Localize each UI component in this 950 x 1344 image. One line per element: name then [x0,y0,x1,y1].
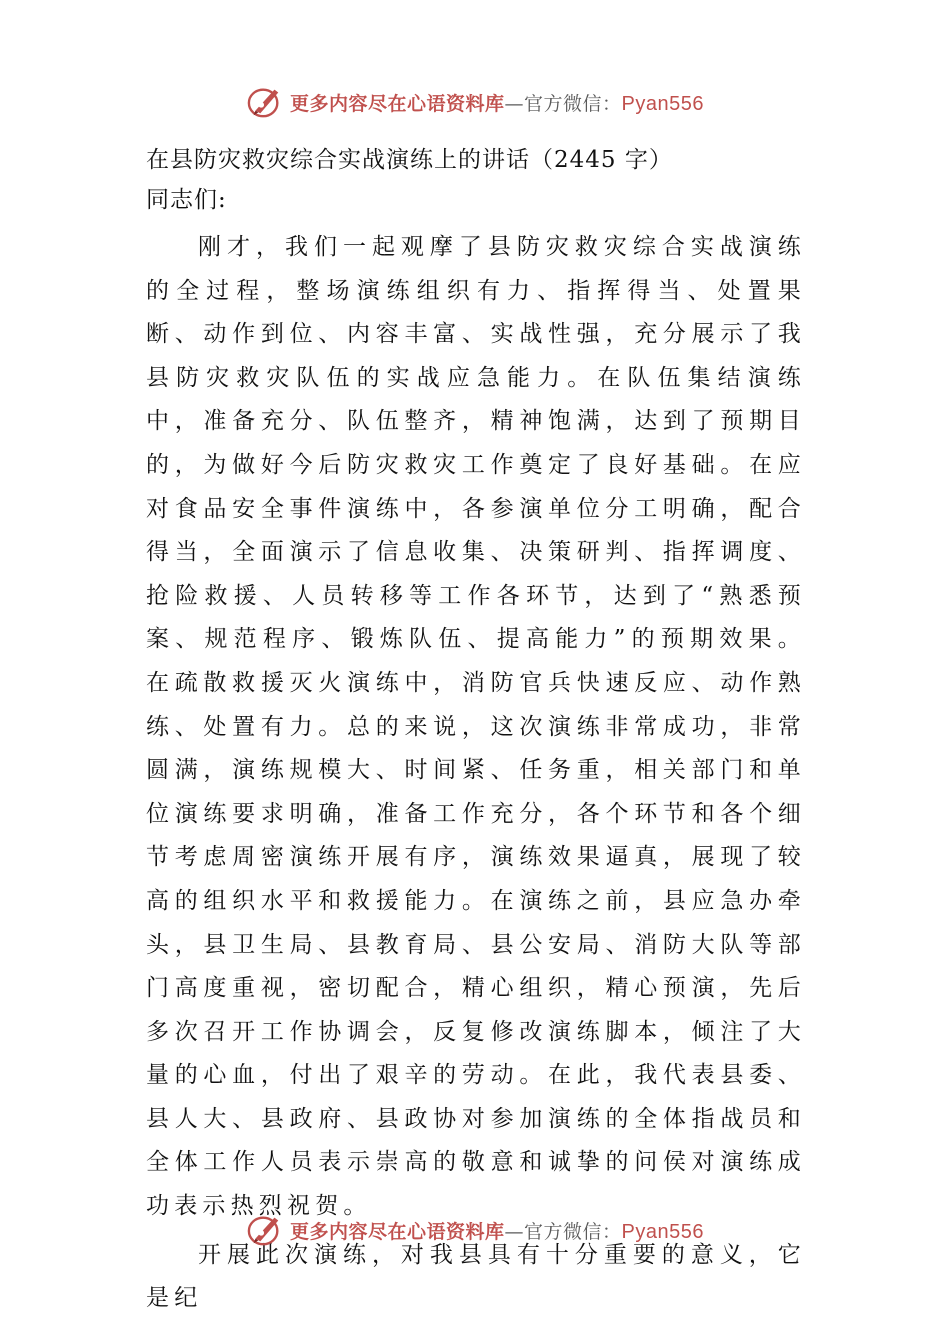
watermark-text: 更多内容尽在心语资料库—官方微信：Pyan556 [290,1220,704,1243]
footer-watermark [0,1210,950,1250]
pen-circle-icon [246,1212,284,1248]
document-body [146,140,806,1326]
watermark-text: 更多内容尽在心语资料库—官方微信：Pyan556 [290,92,704,115]
header-watermark [0,82,950,122]
pen-circle-icon [246,84,284,120]
salutation: 同志们: [146,187,227,213]
document-title: 在县防灾救灾综合实战演练上的讲话（2445 字） [146,147,673,173]
paragraph-1: 刚才，我们一起观摩了县防灾救灾综合实战演练的全过程，整场演练组织有力、指挥得当、处置果断、动作到位、内容丰富、实战性强，充分展示了我县防灾救灾队伍的实战应急能力。在队伍集结演练中，准备充分、队伍整齐，精神饱满，达到了预期目的，为做好今后防灾救灾工作奠定了良好基础。在应对食品安全事件演练中，各参演单位分工明确，配合得当，全面演示了信息收集、决策研判、指挥调度、抢险救援、人员转移等工作各环节，达到了“熟悉预案、规范程序、锻炼队伍、提高能力”的预期效果。在疏散救援灭火演练中，消防官兵快速反应、动作熟练、处置有力。总的来说，这次演练非常成功，非常圆满，演练规模大、时间紧、任务重，相关部门和单位演练要求明确，准备工作充分，各个环节和各个细节考虑周密演练开展有序，演练效果逼真，展现了较高的组织水平和救援能力。在演练之前，县应急办牵头，县卫生局、县教育局、县公安局、消防大队等部门高度重视，密切配合，精心组织，精心预演，先后多次召开工作协调会，反复修改演练脚本，倾注了大量的心血，付出了艰辛的劳动。在此，我代表县委、县人大、县政府、县政协对参加演练的全体指战员和全体工作人员表示崇高的敬意和诚挚的问侯对演练成功表示热烈祝贺。 [146,234,806,1220]
paragraph-2: 开展此次演练，对我县具有十分重要的意义，它是纪 [146,1241,806,1312]
